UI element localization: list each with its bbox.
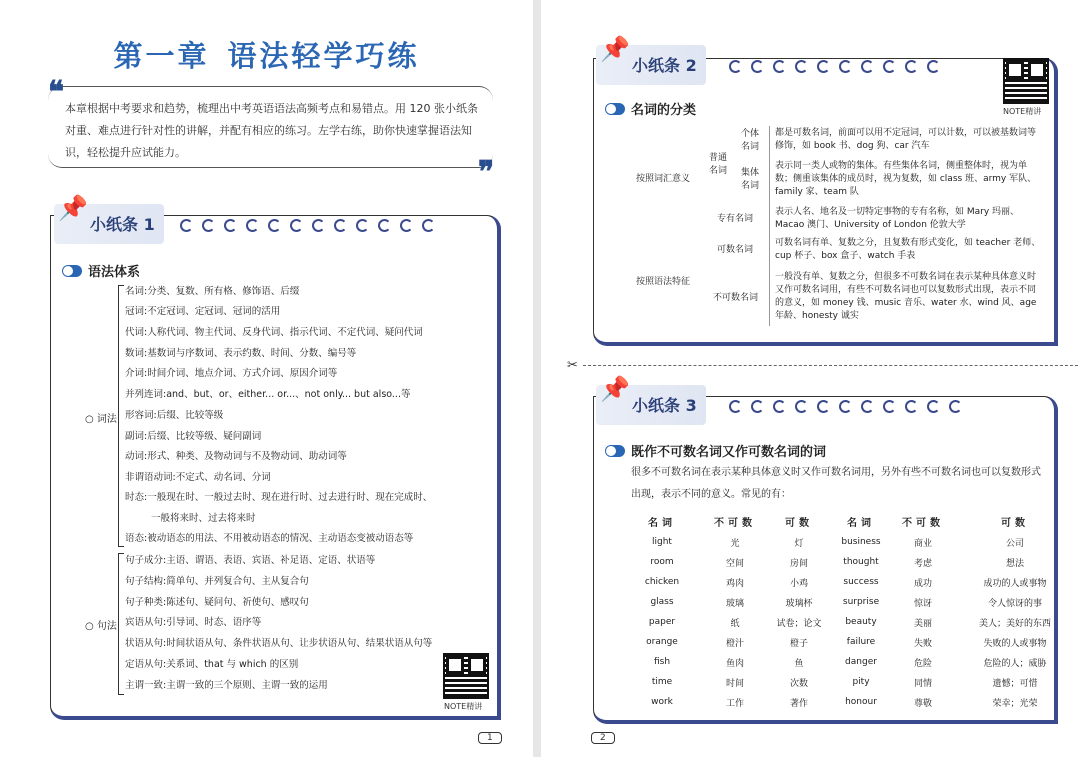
countable-noun: 可数名词 (717, 245, 754, 255)
scissors-icon: ✂ (567, 358, 578, 373)
uncountable-noun: 不可数名词 (713, 293, 759, 303)
qr-label: NOTE精讲 (1003, 107, 1042, 116)
sentence-item: 状语从句:时间状语从句、条件状语从句、让步状语从句、结果状语从句等 (125, 638, 433, 649)
desc-countable: 可数名词有单、复数之分，且复数有形式变化，如 teacher 老师、cup 杯子、box 盒子、watch 手表 (775, 238, 1041, 261)
table-row (621, 532, 1075, 552)
chapter-title (0, 34, 533, 75)
word-item: 介词:时间介词、地点介词、方式介词、原因介词等 (125, 368, 338, 379)
table-cell: surprise (842, 597, 880, 607)
sentence-item: 句子种类:陈述句、疑问句、祈使句、感叹句 (125, 597, 309, 608)
word-item: 冠词:不定冠词、定冠词、冠词的活用 (125, 306, 281, 317)
sentence-item: 定语从句:关系词、that 与 which 的区别 (125, 659, 299, 670)
word-item: 动词:形式、种类、及物动词与不及物动词、助动词等 (125, 451, 347, 462)
group-word: 词法 (96, 414, 117, 425)
table-cell: time (651, 677, 673, 687)
table-header: 名词 (648, 517, 676, 529)
intro-text: 本章根据中考要求和趋势，梳理出中考英语语法高频考点和易错点。用 120 张小纸条对重、难点进行针对性的讲解，并配有相应的练习。左学右练，助你快速掌握语法知识，轻松提升应试能力。 (65, 102, 478, 159)
desc-uncountable: 一般没有单、复数之分，但很多不可数名词在表示某种具体意义时又作可数名词用，有些不可数名词也可以复数形式出现，表示不同的意义，如 money 钱、music 音乐、water 水、wind 风、age 年龄、honesty 诚实 (775, 272, 1037, 321)
toggle-icon (605, 445, 625, 457)
desc-individual: 都是可数名词，前面可以用不定冠词，可以计数，可以被基数词等修饰，如 book 书、dog 狗、car 汽车 (775, 128, 1037, 151)
qr-code-icon[interactable] (443, 653, 489, 699)
table-row (621, 592, 1075, 612)
section-title: 语法体系 (88, 265, 141, 280)
close-quote-icon: ❞ (478, 155, 495, 190)
sentence-item: 句子成分:主语、谓语、表语、宾语、补足语、定语、状语等 (125, 555, 376, 566)
table-row (621, 692, 1075, 712)
note-label: 小纸条 1 (90, 215, 155, 234)
table-cell: beauty (845, 617, 877, 627)
table-cell: glass (650, 597, 674, 607)
table-cell: 考虑 (913, 558, 932, 569)
qr-label: NOTE精讲 (444, 702, 483, 711)
table-header: 可数 (785, 517, 813, 529)
table-cell: 公司 (1005, 538, 1024, 549)
table-cell: pity (852, 677, 870, 687)
table-cell: orange (646, 637, 678, 647)
desc-proper: 表示人名、地名及一切特定事物的专有名称，如 Mary 玛丽、Macao 澳门、University of London 伦敦大学 (775, 207, 1020, 230)
table-cell: room (650, 557, 674, 567)
table-header: 不可数 (902, 517, 944, 529)
table-cell: 遗憾；可惜 (992, 678, 1038, 689)
table-cell: 时间 (725, 678, 744, 689)
table-cell: paper (648, 617, 676, 627)
section3-intro: 很多不可数名词在表示某种具体意义时又作可数名词用，另外有些不可数名词也可以复数形式出现，表示不同的意义。常见的有： (631, 467, 1041, 500)
ring-binder (729, 400, 962, 413)
table-cell: business (841, 537, 881, 547)
table-cell: 同情 (913, 678, 932, 689)
table-cell: 荣幸；光荣 (992, 698, 1038, 709)
word-item: 语态:被动语态的用法、不用被动语态的情况、主动语态变被动语态等 (125, 533, 414, 544)
table-header: 名词 (847, 517, 875, 529)
section-title: 既作不可数名词又作可数名词的词 (631, 445, 827, 460)
table-cell: 成功 (913, 578, 932, 589)
common-noun: 普通名词 (709, 153, 728, 176)
open-quote-icon: ❝ (48, 75, 65, 110)
section-heading (605, 99, 696, 118)
table-row (621, 572, 1075, 592)
table-cell: 美人；美好的东西 (978, 618, 1051, 629)
chapter-name: 语法轻学巧练 (227, 39, 420, 73)
desc-collective: 表示同一类人或物的集体。有些集体名词，侧重整体时，视为单数；侧重该集体的成员时，视为复数，如 class 班、army 军队、family 家、team 队 (775, 161, 1037, 197)
pushpin-icon: 📌 (600, 35, 630, 63)
table-cell: failure (846, 637, 876, 647)
by-meaning: 按照词汇意义 (636, 174, 691, 184)
table-cell: 玻璃杯 (785, 598, 813, 609)
note-tag-2 (596, 35, 706, 85)
pushpin-icon: 📌 (600, 375, 630, 403)
section-heading (62, 261, 140, 280)
table-row (621, 672, 1075, 692)
table-cell: 玻璃 (725, 598, 744, 609)
word-item: 名词:分类、复数、所有格、修饰语、后缀 (125, 286, 300, 297)
word-bracket (118, 285, 124, 547)
ring-binder (180, 219, 435, 232)
table-cell: 橙子 (789, 638, 808, 649)
word-item: 代词:人称代词、物主代词、反身代词、指示代词、不定代词、疑问代词 (125, 327, 423, 338)
word-item: 数词:基数词与序数词、表示约数、时间、分数、编号等 (125, 348, 357, 359)
table-cell: chicken (644, 577, 680, 587)
divider (769, 126, 770, 326)
section-title: 名词的分类 (631, 103, 697, 118)
group-sentence: 句法 (96, 621, 117, 632)
chapter-number: 第一章 (113, 39, 210, 73)
table-header: 可数 (1001, 517, 1029, 529)
table-cell: 令人惊讶的事 (987, 598, 1042, 609)
table-cell: 鸡肉 (725, 578, 744, 589)
table-cell: light (652, 537, 672, 547)
table-header: 不可数 (714, 517, 756, 529)
table-cell: 纸 (730, 618, 740, 629)
pushpin-icon: 📌 (58, 194, 88, 222)
table-cell: 失败的人或事物 (983, 638, 1047, 649)
word-item: 一般将来时、过去将来时 (151, 513, 256, 524)
table-cell: 灯 (794, 538, 804, 549)
table-cell: 工作 (725, 698, 744, 709)
table-cell: thought (843, 557, 879, 567)
table-cell: 想法 (1005, 558, 1024, 569)
table-cell: honour (845, 697, 877, 707)
note-label: 小纸条 3 (632, 396, 697, 415)
table-cell: fish (653, 657, 671, 667)
group-sentence-label: ○ 句法 (85, 621, 117, 632)
table-cell: 光 (730, 538, 740, 549)
table-cell: 橙汁 (725, 638, 744, 649)
left-page (0, 0, 533, 757)
table-row (621, 632, 1075, 652)
section-heading (605, 441, 826, 460)
table-cell: 危险的人；威胁 (983, 658, 1047, 669)
sentence-item: 句子结构:简单句、并列复合句、主从复合句 (125, 576, 309, 587)
table-cell: 失败 (913, 638, 932, 649)
table-cell: 成功的人或事物 (983, 578, 1047, 589)
cut-line (583, 365, 1078, 366)
table-cell: success (843, 577, 879, 587)
word-item: 非谓语动词:不定式、动名词、分词 (125, 472, 271, 483)
table-cell: 著作 (789, 698, 808, 709)
note-label: 小纸条 2 (632, 56, 697, 75)
note-tag-1 (54, 194, 164, 244)
table-cell: danger (845, 657, 877, 667)
group-word-label: ○ 词法 (85, 414, 117, 425)
table-cell: 次数 (789, 678, 808, 689)
ring-binder (729, 60, 940, 73)
word-item: 并列连词:and、but、or、either... or...、not only... but also...等 (125, 389, 411, 400)
table-cell: 美丽 (913, 618, 932, 629)
page-number: 1 (478, 732, 502, 744)
table-row (621, 612, 1075, 632)
table-cell: 房间 (789, 558, 808, 569)
note-tag-3 (596, 375, 706, 425)
table-cell: 尊敬 (913, 698, 932, 709)
table-cell: 鱼肉 (725, 658, 744, 669)
word-item: 副词:后缀、比较等级、疑问副词 (125, 431, 262, 442)
qr-code-icon[interactable] (1003, 58, 1049, 104)
table-cell: 商业 (913, 538, 932, 549)
word-item: 时态:一般现在时、一般过去时、现在进行时、过去进行时、现在完成时、 (125, 492, 433, 503)
by-grammar: 按照语法特征 (636, 277, 691, 287)
table-cell: work (651, 697, 673, 707)
word-item: 形容词:后缀、比较等级 (125, 410, 224, 421)
table-row (621, 652, 1075, 672)
table-cell: 鱼 (794, 658, 804, 669)
table-cell: 惊讶 (913, 598, 932, 609)
sentence-item: 宾语从句:引导词、时态、语序等 (125, 617, 262, 628)
proper-noun: 专有名词 (717, 214, 754, 224)
toggle-icon (62, 265, 82, 277)
toggle-icon (605, 103, 625, 115)
collective-noun: 集体名词 (741, 168, 760, 191)
sentence-item: 主谓一致:主谓一致的三个原则、主谓一致的运用 (125, 680, 328, 691)
noun-table (621, 510, 1075, 712)
individual-noun: 个体名词 (741, 129, 760, 152)
table-cell: 危险 (913, 658, 932, 669)
table-cell: 空间 (725, 558, 744, 569)
table-cell: 试卷；论文 (776, 618, 822, 629)
table-cell: 小鸡 (789, 578, 808, 589)
table-row (621, 552, 1075, 572)
sentence-bracket (118, 553, 124, 695)
page-number: 2 (591, 732, 615, 744)
